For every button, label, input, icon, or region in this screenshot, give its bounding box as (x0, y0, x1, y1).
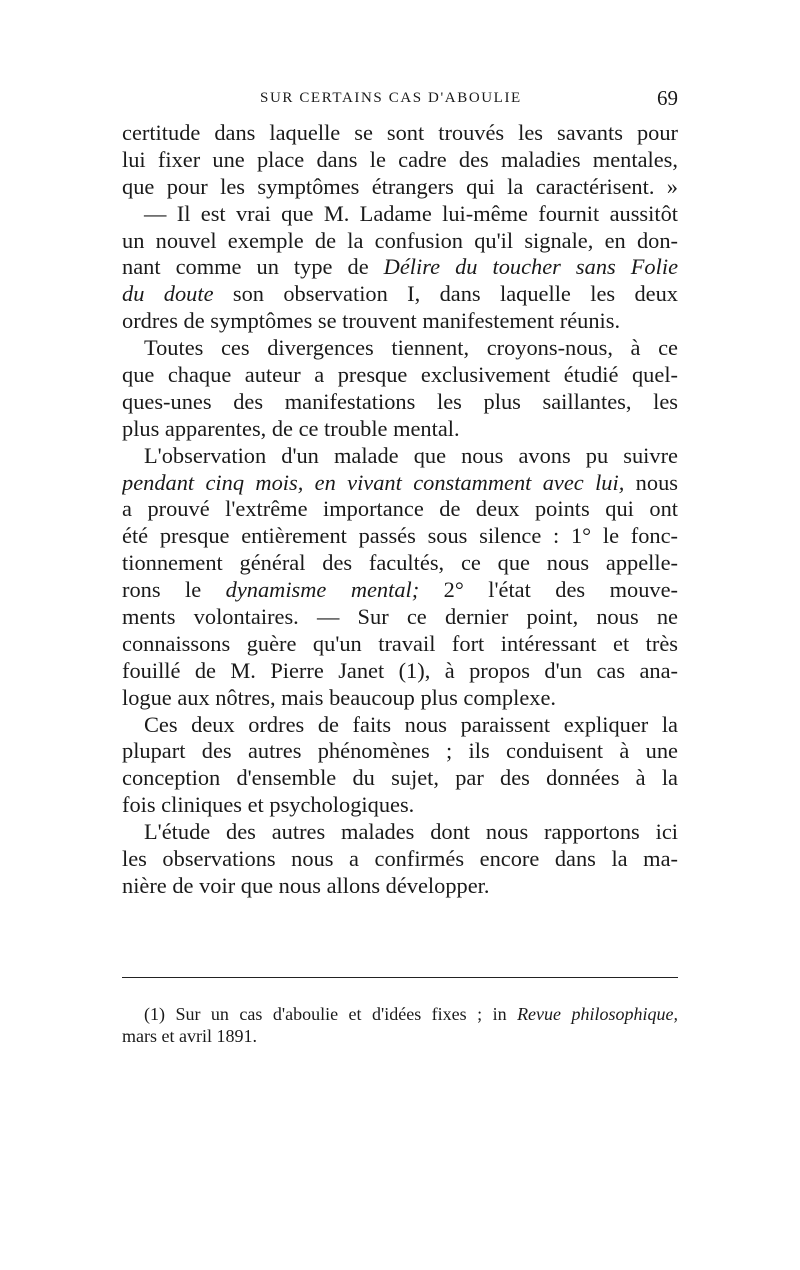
text-line: ments volontaires. — Sur ce dernier point, nous ne (122, 604, 678, 630)
text-line (122, 281, 678, 308)
text-line: tionnement général des facultés, ce que nous appelle- (122, 550, 678, 576)
text-line: — Il est vrai que M. Ladame lui-même fournit aussitôt (144, 200, 678, 226)
body-text (122, 120, 678, 900)
page-header (118, 86, 678, 116)
footnote-line (122, 1003, 678, 1025)
text-line: L'observation d'un malade que nous avons pu suivre (144, 442, 678, 468)
italic-term: dynamisme mental; (225, 577, 420, 603)
italic-title: Délire du toucher sans Folie (383, 254, 678, 280)
text-line: ques-unes des manifestations les plus saillantes, les (122, 388, 678, 414)
text-line: fois cliniques et psychologiques. (122, 792, 415, 818)
text-line: Toutes ces divergences tiennent, croyons-nous, à ce (144, 335, 678, 361)
text-line (122, 254, 678, 281)
text-segment: nous (624, 469, 678, 495)
page-number: 69 (657, 86, 678, 110)
footnote-divider (122, 977, 678, 978)
running-title: SUR CERTAINS CAS D'ABOULIE (260, 90, 522, 106)
text-line: Ces deux ordres de faits nous paraissent expliquer la (144, 711, 678, 737)
text-line: été presque entièrement passés sous silence : 1° le fonc- (122, 523, 678, 549)
italic-title: du doute (122, 281, 214, 307)
text-line: nière de voir que nous allons développer. (122, 872, 490, 898)
text-line: a prouvé l'extrême importance de deux points qui ont (122, 496, 678, 522)
text-line: fouillé de M. Pierre Janet (1), à propos d'un cas ana- (122, 657, 678, 683)
text-line: lui fixer une place dans le cadre des maladies mentales, (122, 146, 678, 172)
text-line: les observations nous a confirmés encore dans la ma- (122, 846, 678, 872)
footnote-journal: Revue philosophique, (517, 1004, 678, 1024)
footnote (122, 1003, 678, 1047)
text-line: ordres de symptômes se trouvent manifestement réunis. (122, 308, 621, 334)
text-line (122, 577, 678, 604)
text-segment: rons le (122, 577, 226, 603)
text-line (122, 470, 678, 497)
text-line: un nouvel exemple de la confusion qu'il signale, en don- (122, 227, 678, 253)
text-segment: nant comme un type de (122, 254, 384, 280)
text-segment: 2° l'état des mouve- (419, 577, 678, 603)
italic-phrase: pendant cinq mois, en vivant constamment avec lui, (122, 469, 625, 495)
text-line: conception d'ensemble du sujet, par des données à la (122, 765, 678, 791)
text-line: plupart des autres phénomènes ; ils conduisent à une (122, 738, 678, 764)
text-line: logue aux nôtres, mais beaucoup plus complexe. (122, 684, 557, 710)
footnote-text: (1) Sur un cas d'aboulie et d'idées fixes ; in (144, 1004, 518, 1024)
text-line: L'étude des autres malades dont nous rapportons ici (144, 819, 678, 845)
text-line: que pour les symptômes étrangers qui la caractérisent. » (122, 173, 678, 199)
text-line: que chaque auteur a presque exclusivement étudié quel- (122, 362, 678, 388)
text-segment: son observation I, dans laquelle les deux (213, 281, 678, 307)
text-line: connaissons guère qu'un travail fort intéressant et très (122, 630, 678, 656)
text-line: certitude dans laquelle se sont trouvés les savants pour (122, 120, 678, 145)
footnote-line: mars et avril 1891. (122, 1026, 257, 1046)
text-line: plus apparentes, de ce trouble mental. (122, 415, 460, 441)
